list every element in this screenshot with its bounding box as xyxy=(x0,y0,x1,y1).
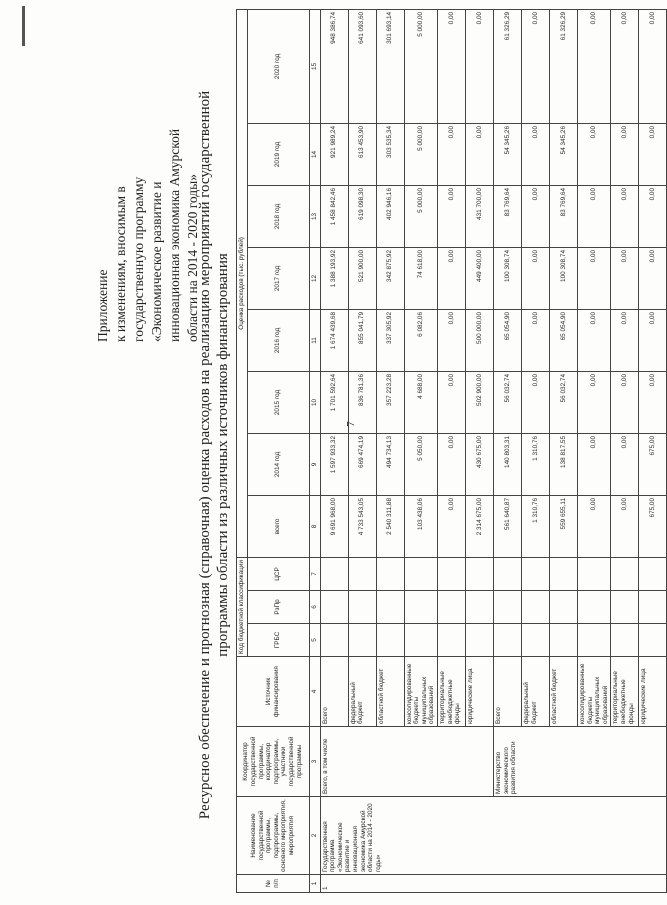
value-cell: 2 540 311,88 xyxy=(376,495,404,557)
source-cell: территориальные внебюджетные фонды xyxy=(437,657,465,727)
value-cell: 502 900,00 xyxy=(465,371,493,433)
source-cell: Всего xyxy=(320,657,348,727)
value-cell: 0,00 xyxy=(577,9,610,123)
value-cell: 0,00 xyxy=(437,433,465,495)
value-cell: 641 093,60 xyxy=(348,9,376,123)
value-cell: 0,00 xyxy=(465,9,493,123)
value-cell: 675,00 xyxy=(639,495,667,557)
value-cell: 0,00 xyxy=(639,371,667,433)
header-2016: 2016 год xyxy=(247,309,309,371)
header-estimate: Оценка расходов (тыс. рублей) xyxy=(237,9,248,557)
coordinator-all: Всего, в том числе xyxy=(320,727,493,797)
value-cell: 0,00 xyxy=(611,495,639,557)
value-cell: 83 769,64 xyxy=(549,185,577,247)
col-index: 13 xyxy=(309,185,320,247)
source-cell: федеральный бюджет xyxy=(348,657,376,727)
value-cell: 4 688,00 xyxy=(404,371,437,433)
value-cell: 4 733 543,05 xyxy=(348,495,376,557)
col-index: 4 xyxy=(309,657,320,727)
value-cell: 561 640,87 xyxy=(493,495,521,557)
source-cell: областной бюджет xyxy=(549,657,577,727)
header-2017: 2017 год xyxy=(247,247,309,309)
header-source: Источник финансирования xyxy=(237,657,310,727)
row-number: 1 xyxy=(320,875,667,893)
value-cell: 613 453,90 xyxy=(348,123,376,185)
value-cell: 1 701 592,64 xyxy=(320,371,348,433)
value-cell: 0,00 xyxy=(465,123,493,185)
appendix-block xyxy=(94,12,202,342)
source-cell: юридические лица xyxy=(465,657,493,727)
col-index: 3 xyxy=(309,727,320,797)
value-cell: 100 308,74 xyxy=(493,247,521,309)
col-index: 10 xyxy=(309,371,320,433)
value-cell: 0,00 xyxy=(437,495,465,557)
value-cell: 0,00 xyxy=(639,9,667,123)
value-cell: 342 875,92 xyxy=(376,247,404,309)
value-cell: 0,00 xyxy=(611,309,639,371)
header-num: № п/п xyxy=(237,875,310,893)
coordinator-ministry: Министерство экономического развития области xyxy=(493,727,666,797)
table-row xyxy=(320,9,348,892)
value-cell: 54 345,26 xyxy=(493,123,521,185)
value-cell: 0,00 xyxy=(577,371,610,433)
header-2015: 2015 год xyxy=(247,371,309,433)
value-cell: 0,00 xyxy=(437,123,465,185)
value-cell: 1 388 193,92 xyxy=(320,247,348,309)
source-cell: областной бюджет xyxy=(376,657,404,727)
value-cell: 74 618,00 xyxy=(404,247,437,309)
value-cell: 83 769,64 xyxy=(493,185,521,247)
col-index: 8 xyxy=(309,495,320,557)
header-budget-code: Код бюджетной классификации xyxy=(237,557,248,656)
table-wrapper xyxy=(236,10,657,893)
value-cell: 56 032,74 xyxy=(493,371,521,433)
title-line: программы области из различных источников финансирования xyxy=(215,253,231,657)
value-cell: 65 054,90 xyxy=(493,309,521,371)
value-cell: 494 734,13 xyxy=(376,433,404,495)
value-cell: 0,00 xyxy=(577,495,610,557)
appendix-line: государственную программу xyxy=(131,176,146,342)
value-cell: 2 314 675,00 xyxy=(465,495,493,557)
resource-table xyxy=(236,9,667,893)
value-cell: 100 308,74 xyxy=(549,247,577,309)
header-2020: 2020 год xyxy=(247,9,309,123)
col-index: 9 xyxy=(309,433,320,495)
value-cell: 0,00 xyxy=(611,433,639,495)
value-cell: 619 098,30 xyxy=(348,185,376,247)
value-cell: 0,00 xyxy=(437,9,465,123)
value-cell: 1 674 439,68 xyxy=(320,309,348,371)
value-cell: 65 054,90 xyxy=(549,309,577,371)
value-cell: 5 000,00 xyxy=(404,123,437,185)
value-cell: 402 946,16 xyxy=(376,185,404,247)
header-rzpr: РзПр xyxy=(247,591,309,624)
program-name: Государственная программа «Экономическое развитие и инновационная экономика Амурской области на 2014 - 2020 годы» xyxy=(320,797,667,875)
value-cell: 430 675,00 xyxy=(465,433,493,495)
value-cell: 0,00 xyxy=(577,185,610,247)
value-cell: 500 000,00 xyxy=(465,309,493,371)
header-csr: ЦСР xyxy=(247,557,309,590)
value-cell: 0,00 xyxy=(639,123,667,185)
value-cell: 0,00 xyxy=(521,247,549,309)
header-total: всего xyxy=(247,495,309,557)
value-cell: 140 803,31 xyxy=(493,433,521,495)
title-line: Ресурсное обеспечение и прогнозная (справочная) оценка расходов на реализацию мероприятий государственной xyxy=(197,90,213,820)
header-2019: 2019 год xyxy=(247,123,309,185)
value-cell: 0,00 xyxy=(611,185,639,247)
value-cell: 449 400,00 xyxy=(465,247,493,309)
col-index: 11 xyxy=(309,309,320,371)
document-title xyxy=(196,25,232,885)
value-cell: 0,00 xyxy=(639,309,667,371)
value-cell: 0,00 xyxy=(437,371,465,433)
value-cell: 521 900,00 xyxy=(348,247,376,309)
appendix-line: области на 2014 - 2020 годы» xyxy=(185,174,200,342)
value-cell: 948 386,74 xyxy=(320,9,348,123)
value-cell: 337 305,92 xyxy=(376,309,404,371)
col-index: 5 xyxy=(309,624,320,657)
value-cell: 0,00 xyxy=(611,9,639,123)
value-cell: 6 082,06 xyxy=(404,309,437,371)
value-cell: 0,00 xyxy=(639,185,667,247)
value-cell: 669 474,19 xyxy=(348,433,376,495)
col-index: 15 xyxy=(309,9,320,123)
col-index: 12 xyxy=(309,247,320,309)
col-index: 14 xyxy=(309,123,320,185)
value-cell: 559 655,11 xyxy=(549,495,577,557)
value-cell: 103 438,06 xyxy=(404,495,437,557)
header-2018: 2018 год xyxy=(247,185,309,247)
source-cell: юридические лица xyxy=(639,657,667,727)
value-cell: 61 326,29 xyxy=(549,9,577,123)
page-number: 7 xyxy=(344,421,357,427)
value-cell: 1 310,76 xyxy=(521,495,549,557)
value-cell: 0,00 xyxy=(521,371,549,433)
value-cell: 836 781,36 xyxy=(348,371,376,433)
source-cell: Всего xyxy=(493,657,521,727)
value-cell: 0,00 xyxy=(611,247,639,309)
source-cell: федеральный бюджет xyxy=(521,657,549,727)
value-cell: 431 700,00 xyxy=(465,185,493,247)
value-cell: 5 000,00 xyxy=(404,9,437,123)
col-index: 7 xyxy=(309,557,320,590)
value-cell: 138 817,55 xyxy=(549,433,577,495)
appendix-line: инновационная экономика Амурской xyxy=(167,128,182,342)
value-cell: 0,00 xyxy=(521,9,549,123)
value-cell: 675,00 xyxy=(639,433,667,495)
appendix-line: «Экономическое развитие и xyxy=(149,181,164,342)
header-grbs: ГРБС xyxy=(247,624,309,657)
value-cell: 301 693,14 xyxy=(376,9,404,123)
col-index: 6 xyxy=(309,591,320,624)
value-cell: 1 310,76 xyxy=(521,433,549,495)
value-cell: 0,00 xyxy=(521,185,549,247)
value-cell: 0,00 xyxy=(577,433,610,495)
table-row xyxy=(493,9,521,892)
source-cell: консолидированные бюджеты муниципальных образований xyxy=(404,657,437,727)
header-name: Наименование государственной программы, подпрограммы, основного мероприятия, мероприятия xyxy=(237,797,310,875)
value-cell: 0,00 xyxy=(437,309,465,371)
source-cell: консолидированные бюджеты муниципальных образований xyxy=(577,657,610,727)
value-cell: 5 000,00 xyxy=(404,185,437,247)
value-cell: 5 050,00 xyxy=(404,433,437,495)
value-cell: 61 326,29 xyxy=(493,9,521,123)
value-cell: 303 535,34 xyxy=(376,123,404,185)
col-index: 1 xyxy=(309,875,320,893)
value-cell: 0,00 xyxy=(521,309,549,371)
value-cell: 0,00 xyxy=(577,309,610,371)
header-2014: 2014 год xyxy=(247,433,309,495)
value-cell: 56 032,74 xyxy=(549,371,577,433)
value-cell: 1 597 933,32 xyxy=(320,433,348,495)
value-cell: 921 989,24 xyxy=(320,123,348,185)
value-cell: 0,00 xyxy=(437,247,465,309)
source-cell: территориальные внебюджетные фонды xyxy=(611,657,639,727)
value-cell: 9 691 968,00 xyxy=(320,495,348,557)
appendix-line: к изменениям, вносимым в xyxy=(113,186,128,342)
value-cell: 855 041,79 xyxy=(348,309,376,371)
value-cell: 0,00 xyxy=(611,371,639,433)
value-cell: 1 458 842,46 xyxy=(320,185,348,247)
col-index: 2 xyxy=(309,797,320,875)
value-cell: 0,00 xyxy=(437,185,465,247)
appendix-line: Приложение xyxy=(95,269,110,342)
value-cell: 0,00 xyxy=(611,123,639,185)
value-cell: 0,00 xyxy=(639,247,667,309)
value-cell: 54 345,26 xyxy=(549,123,577,185)
value-cell: 0,00 xyxy=(521,123,549,185)
value-cell: 357 223,28 xyxy=(376,371,404,433)
value-cell: 0,00 xyxy=(577,123,610,185)
header-coordinator: Координатор государственной программы, координатор подпрограммы, участники государственной программы xyxy=(237,727,310,797)
value-cell: 0,00 xyxy=(577,247,610,309)
